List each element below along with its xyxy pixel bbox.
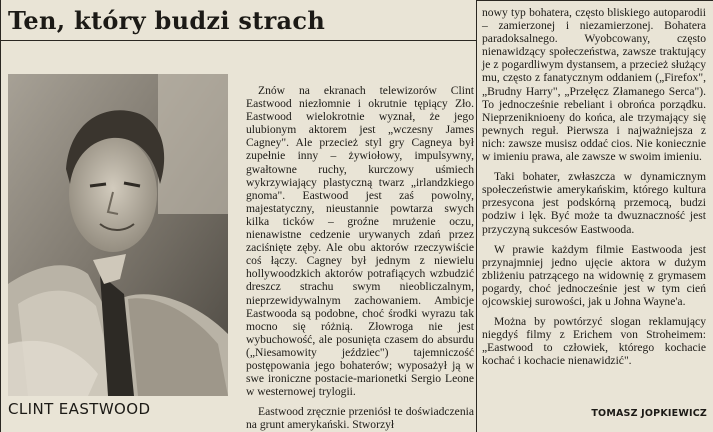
paragraph: Taki bohater, zwłaszcza w dynamicznym społeczeństwie amerykańskim, którego kultura przesycona jest podskórną przemocą, budzi podziw i lęk. Być może ta dwuznaczność jest przyczyną sukcesów Eastwooda. (482, 170, 706, 236)
author-byline: TOMASZ JOPKIEWICZ (591, 408, 707, 419)
photo-caption: CLINT EASTWOOD (8, 400, 151, 418)
paragraph: Znów na ekranach telewizorów Clint Eastwood niezłomnie i okrutnie tępiący Zło. Eastwood wielokrotnie wyznał, że jego ulubionym aktorem jest „wczesny James Cagney". Ale przecież styl gry Cagneya był zupełnie inny – żywiołowy, impulsywny, gwałtowne ruchy, kurczowy uśmiech wykrzywiający plastyczną twarz „irlandzkiego gnoma". Eastwood jest zaś powolny, majestatyczny, nieustannie powtarza swych kilka ticków – groźne mrużenie oczu, nienawistne cedzenie urywanych zdań przez zaciśnięte zęby. Ale obu aktorów rzeczywiście coś łączy. Cagney był jednym z niewielu hollywoodzkich aktorów potrafiących wzbudzić dreszcz strachu swym nieobliczalnym, nieprzewidywalnym zachowaniem. Ambicje Eastwooda są podobne, choć środki wyrazu tak mocno się różnią. Złowroga nie jest wybuchowość, ale posunięta czasem do absurdu („Niesamowity jeździec") tajemniczość postępowania jego bohaterów; wyposażył ją w swe ironiczne postacie-marionetki Sergio Leone w westernowej trylogii. (246, 84, 474, 399)
portrait-photo (8, 74, 228, 396)
paragraph: nowy typ bohatera, często bliskiego autoparodii – zamierzonej i niezamierzonej. Bohatera paradoksalnego. Wyobcowany, często nienawidzący społeczeństwa, zawsze traktujący je z pogardliwym dystansem, a przecież służący mu, często z fanatycznym oddaniem („Firefox", „Brudny Harry", „Przełęcz Złamanego Serca"). To jednocześnie rebeliant i obrońca porządku. Nieprzeniknioeny do końca, ale trzymający się pewnych reguł. Pierwsza i najważniejsza z nich: zawsze musisz oddać cios. Nie koniecznie w imieniu prawa, ale zawsze w swoim imieniu. (482, 6, 706, 164)
top-rule (476, 0, 713, 1)
headline-rule (0, 40, 476, 41)
headline: Ten, który budzi strach (8, 6, 326, 35)
column-right (482, 6, 706, 367)
portrait-image (8, 74, 228, 396)
column-divider (476, 0, 477, 432)
left-border (0, 0, 1, 432)
paragraph: Eastwood zręcznie przeniósł te doświadczenia na grunt amerykański. Stworzył (246, 405, 474, 432)
column-middle (246, 84, 474, 431)
paragraph: W prawie każdym filmie Eastwooda jest przynajmniej jedno ujęcie aktora w dużym zbliżeniu patrzącego na widownię z grymasem pogardy, choć jednocześnie jest w tym cień ojcowskiej surowości, jak u Johna Wayne'a. (482, 242, 706, 308)
paragraph: Można by powtórzyć slogan reklamujący niegdyś filmy z Erichem von Stroheimem: „Eastwood to człowiek, którego kochacie kochać i kochacie nienawidzić". (482, 315, 706, 368)
